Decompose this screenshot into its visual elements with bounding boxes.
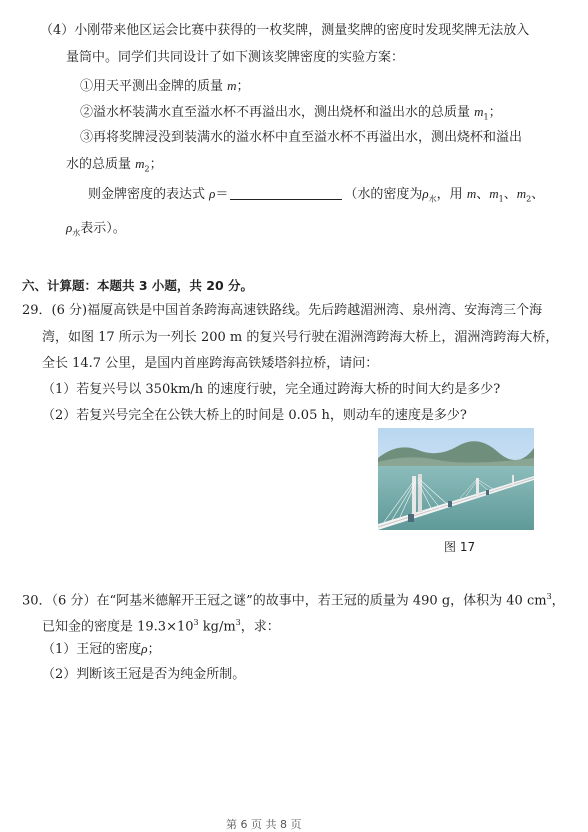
q29-subquestion-2: （2）若复兴号完全在公铁大桥上的时间是 0.05 h，则动车的速度是多少? <box>42 408 467 423</box>
page-footer: 第 6 页 共 8 页 <box>226 818 302 831</box>
q28-part4-line1: （4）小刚带来他区运会比赛中获得的一枚奖牌，测量奖牌的密度时发现奖牌无法放入 <box>40 23 530 38</box>
section-heading: 六、计算题：本题共 3 小题，共 20 分。 <box>22 278 254 293</box>
q28-step3-line1: ③再将奖牌浸没到装满水的溢水杯中直至溢水杯不再溢出水，测出烧杯和溢出 <box>80 130 523 145</box>
q29-line3: 全长 14.7 公里，是国内首座跨海高铁矮塔斜拉桥，请问： <box>42 356 379 371</box>
q30-line1: 30．（6 分）在“阿基米德解开王冠之谜”的故事中，若王冠的质量为 490 g，体积为 40 $cm^3$， <box>22 592 565 609</box>
q28-step3-line2: 水的总质量 $m_2$； <box>66 156 163 174</box>
q30-subquestion-1: （1）王冠的密度ρ； <box>42 641 161 657</box>
q30-subquestion-2: （2）判断该王冠是否为纯金所制。 <box>42 667 246 682</box>
q29-line2: 湾，如图 17 所示为一列长 200 m 的复兴号行驶在湄洲湾跨海大桥上，湄洲湾跨海大桥， <box>42 330 559 345</box>
q29-subquestion-1: （1）若复兴号以 350km/h 的速度行驶，完全通过跨海大桥的时间大约是多少? <box>42 382 501 397</box>
answer-blank[interactable] <box>230 187 342 200</box>
q29-line1: 29．(6 分)福厦高铁是中国首条跨海高速铁路线。先后跨越湄洲湾、泉州湾、安海湾三个海 <box>22 303 543 318</box>
q28-step2: ②溢水杯装满水直至溢水杯不再溢出水，测出烧杯和溢出水的总质量 $m_1$； <box>80 104 502 122</box>
q28-density-expression: 则金牌密度的表达式 ρ＝ （水的密度为$\rho_水$，用 m、$m_1$、$m_2$、 <box>88 186 545 204</box>
q28-expression-line2: $\rho_水$表示）。 <box>66 220 126 238</box>
figure-17-caption: 图 17 <box>444 540 476 554</box>
bridge-photo <box>378 428 534 530</box>
q28-step1: ①用天平测出金牌的质量 m； <box>80 78 250 94</box>
q28-part4-line2: 量筒中。同学们共同设计了如下测该奖牌密度的实验方案： <box>66 50 405 65</box>
q30-line2: 已知金的密度是 $19.3\times 10^3$ $kg/m^3$，求： <box>42 618 280 635</box>
